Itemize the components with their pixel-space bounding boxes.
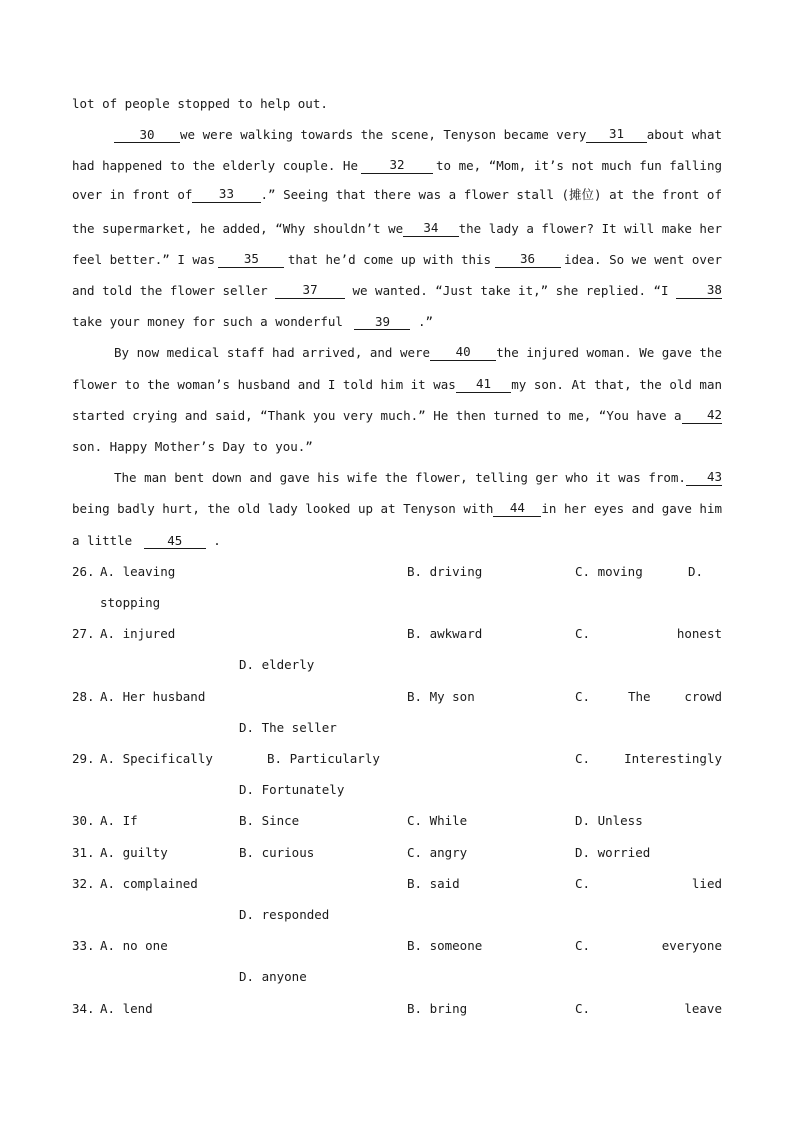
passage-text: about what — [646, 127, 722, 142]
option-a[interactable]: A. no one — [100, 938, 168, 953]
passage-text: .” Seeing that there was a flower stall (摊位) at the front of — [260, 187, 722, 202]
blank-43[interactable]: 43 — [686, 470, 722, 486]
option-d[interactable]: D. Unless — [575, 813, 643, 828]
option-a[interactable]: A. Specifically — [100, 751, 213, 766]
question-number: 30. — [72, 813, 95, 828]
option-b[interactable]: B. driving — [407, 564, 483, 579]
passage-text: The man bent down and gave his wife the flower, telling ger who it was from. — [114, 470, 686, 485]
option-a[interactable]: A. lend — [100, 1001, 153, 1016]
option-d[interactable]: D. anyone — [239, 969, 307, 984]
question-number: 29. — [72, 751, 95, 766]
passage-text: take your money for such a wonderful — [72, 314, 343, 329]
option-d[interactable]: D. — [688, 564, 704, 579]
option-b[interactable]: B. bring — [407, 1001, 468, 1016]
option-a[interactable]: A. guilty — [100, 845, 168, 860]
passage-text: .” — [418, 314, 434, 329]
option-c-text[interactable]: leave — [684, 1001, 722, 1016]
passage-line — [72, 408, 722, 424]
blank-40[interactable]: 40 — [430, 345, 496, 361]
option-c-text[interactable]: honest — [676, 626, 722, 641]
option-b[interactable]: B. Since — [239, 813, 300, 828]
option-a[interactable]: A. If — [100, 813, 138, 828]
passage-text: the supermarket, he added, “Why shouldn’t we — [72, 221, 404, 236]
passage-line — [72, 533, 722, 549]
passage-text: being badly hurt, the old lady looked up at Tenyson with — [72, 501, 494, 516]
question-number: 27. — [72, 626, 95, 641]
passage-text: By now medical staff had arrived, and were — [114, 345, 431, 360]
option-c[interactable]: C. — [575, 1001, 591, 1016]
passage-text: . — [213, 533, 221, 548]
option-a[interactable]: A. leaving — [100, 564, 176, 579]
passage-line — [72, 127, 722, 143]
passage-text: to me, “Mom, it’s not much fun falling — [436, 158, 722, 173]
passage-text: feel better.” I was — [72, 252, 215, 267]
passage-text: started crying and said, “Thank you very much.” He then turned to me, “You have a — [72, 408, 682, 423]
blank-30[interactable]: 30 — [114, 128, 180, 143]
option-c[interactable]: C. — [575, 751, 591, 766]
blank-33[interactable]: 33 — [192, 187, 260, 203]
blank-44[interactable]: 44 — [493, 501, 541, 517]
passage-line — [72, 501, 722, 517]
option-c[interactable]: C. — [575, 876, 591, 891]
option-c-text[interactable]: everyone — [661, 938, 722, 953]
option-b[interactable]: B. Particularly — [267, 751, 380, 766]
option-c[interactable]: C. angry — [407, 845, 468, 860]
passage-line — [72, 158, 722, 174]
passage-line — [72, 377, 722, 393]
blank-32[interactable]: 32 — [361, 158, 433, 174]
passage-text: we wanted. “Just take it,” she replied. “I — [352, 283, 669, 298]
question-number: 34. — [72, 1001, 95, 1016]
option-d[interactable]: D. The seller — [239, 720, 337, 735]
option-c[interactable]: C. While — [407, 813, 468, 828]
question-number: 28. — [72, 689, 95, 704]
passage-line — [72, 314, 722, 330]
passage-line — [72, 283, 722, 299]
blank-31[interactable]: 31 — [586, 127, 646, 143]
passage-line — [72, 345, 722, 361]
option-c[interactable]: C. — [575, 938, 591, 953]
passage-text: son. Happy Mother’s Day to you.” — [72, 439, 313, 454]
passage-text: lot of people stopped to help out. — [72, 96, 328, 111]
passage-text: in her eyes and gave him — [541, 501, 722, 516]
passage-line — [72, 439, 722, 455]
option-a[interactable]: A. Her husband — [100, 689, 206, 704]
question-number: 33. — [72, 938, 95, 953]
passage-line — [72, 187, 722, 203]
blank-35[interactable]: 35 — [218, 252, 284, 268]
blank-34[interactable]: 34 — [403, 221, 458, 237]
passage-text: over in front of — [72, 187, 193, 202]
option-d[interactable]: D. elderly — [239, 657, 315, 672]
passage-text: flower to the woman’s husband and I told him it was — [72, 377, 456, 392]
option-b[interactable]: B. said — [407, 876, 460, 891]
passage-text: we were walking towards the scene, Tenyson became very — [180, 127, 587, 142]
blank-37[interactable]: 37 — [275, 283, 345, 299]
option-d-text[interactable]: stopping — [100, 595, 161, 610]
passage-text: the lady a flower? It will make her — [458, 221, 722, 236]
passage-text: a little — [72, 533, 133, 548]
passage-text: the injured woman. We gave the — [496, 345, 722, 360]
option-b[interactable]: B. My son — [407, 689, 475, 704]
option-c-text[interactable]: lied — [691, 876, 722, 891]
option-a[interactable]: A. injured — [100, 626, 176, 641]
passage-text: idea. So we went over — [563, 252, 722, 267]
blank-45[interactable]: 45 — [144, 534, 206, 549]
option-b[interactable]: B. someone — [407, 938, 483, 953]
passage-text: and told the flower seller — [72, 283, 268, 298]
option-a[interactable]: A. complained — [100, 876, 198, 891]
question-number: 26. — [72, 564, 95, 579]
passage-line — [72, 470, 722, 486]
blank-41[interactable]: 41 — [456, 377, 511, 393]
option-c-text[interactable]: The — [628, 689, 651, 704]
option-c[interactable]: C. — [575, 689, 591, 704]
option-d[interactable]: D. worried — [575, 845, 651, 860]
option-c[interactable]: C. — [575, 626, 591, 641]
passage-text: had happened to the elderly couple. He — [72, 158, 358, 173]
blank-38[interactable]: 38 — [676, 283, 722, 299]
question-number: 31. — [72, 845, 95, 860]
option-d[interactable]: D. responded — [239, 907, 330, 922]
passage-line — [72, 96, 722, 112]
option-c-text[interactable]: crowd — [684, 689, 722, 704]
passage-text: that he’d come up with this — [287, 252, 492, 267]
option-c-text[interactable]: Interestingly — [624, 751, 722, 766]
passage-line — [72, 221, 722, 237]
blank-42[interactable]: 42 — [682, 408, 722, 424]
blank-36[interactable]: 36 — [495, 252, 561, 268]
blank-39[interactable]: 39 — [354, 315, 410, 330]
passage-line — [72, 252, 722, 268]
option-b[interactable]: B. awkward — [407, 626, 483, 641]
option-c[interactable]: C. moving — [575, 564, 643, 579]
passage-text: my son. At that, the old man — [511, 377, 722, 392]
option-b[interactable]: B. curious — [239, 845, 315, 860]
option-d[interactable]: D. Fortunately — [239, 782, 345, 797]
question-number: 32. — [72, 876, 95, 891]
